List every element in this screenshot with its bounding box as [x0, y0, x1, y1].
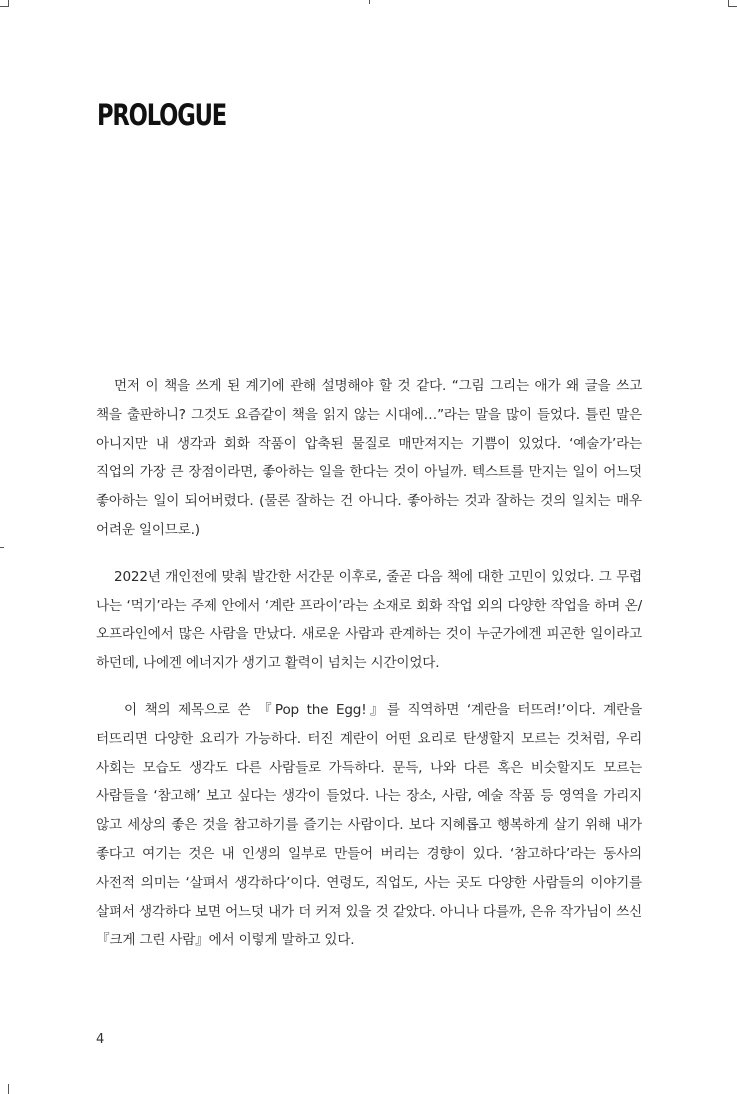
paragraph-3: 이 책의 제목으로 쓴 『Pop the Egg!』를 직역하면 ‘계란을 터뜨려!’이다. 계란을 터뜨리면 다양한 요리가 가능하다. 터진 계란이 어떤 요리로 탄생할지 모르는 것처럼, 우리 사회는 모습도 생각도 다른 사람들로 가득하다. 문득, 나와 다른 혹은 비슷할지도 모르는 사람들을 ‘참고해’ 보고 싶다는 생각이 들었다. 나는 장소, 사람, 예술 작품 등 영역을 가리지 않고 세상의 좋은 것을 참고하기를 즐기는 사람이다. 보다 지혜롭고 행복하게 살기 위해 내가 좋다고 여기는 것은 내 인생의 일부로 만들어 버리는 경향이 있다. ‘참고하다’라는 동사의 사전적 의미는 ‘살펴서 생각하다’이다. 연령도, 직업도, 사는 곳도 다양한 사람들의 이야기를 살펴서 생각하다 보면 어느덧 내가 더 커져 있을 것 같았다. 아니나 다를까, 은유 작가님이 쓰신 『크게 그린 사람』에서 이렇게 말하고 있다. [96, 701, 642, 949]
crop-mark [728, 0, 729, 7]
crop-mark [0, 547, 4, 548]
crop-mark [8, 0, 9, 7]
crop-mark [369, 0, 370, 4]
paragraph-1: 먼저 이 책을 쓰게 된 계기에 관해 설명해야 할 것 같다. “그림 그리는 애가 왜 글을 쓰고 책을 출판하니? 그것도 요즘같이 책을 읽지 않는 시대에…”라는 말을 많이 들었다. 틀린 말은 아니지만 내 생각과 회화 작품이 압축된 물질로 매만져지는 기쁨이 있었다. ‘예술가’라는 직업의 가장 큰 장점이라면, 좋아하는 일을 한다는 것이 아닐까. 텍스트를 만지는 일이 어느덧 좋아하는 일이 되어버렸다. (물론 잘하는 건 아니다. 좋아하는 것과 잘하는 것의 일치는 매우 어려운 일이므로.) [96, 378, 642, 538]
body-text [96, 372, 642, 955]
crop-mark [8, 1084, 9, 1094]
page-title: PROLOGUE [97, 98, 227, 132]
page-number: 4 [96, 1032, 105, 1047]
paragraph-2: 2022년 개인전에 맞춰 발간한 서간문 이후로, 줄곧 다음 책에 대한 고민이 있었다. 그 무렵 나는 ‘먹기’라는 주제 안에서 ‘계란 프라이’라는 소재로 회화 작업 외의 다양한 작업을 하며 온/오프라인에서 많은 사람을 만났다. 새로운 사람과 관계하는 것이 누군가에겐 피곤한 일이라고 하던데, 나에겐 에너지가 생기고 활력이 넘치는 시간이었다. [96, 568, 642, 672]
crop-mark [728, 6, 737, 7]
